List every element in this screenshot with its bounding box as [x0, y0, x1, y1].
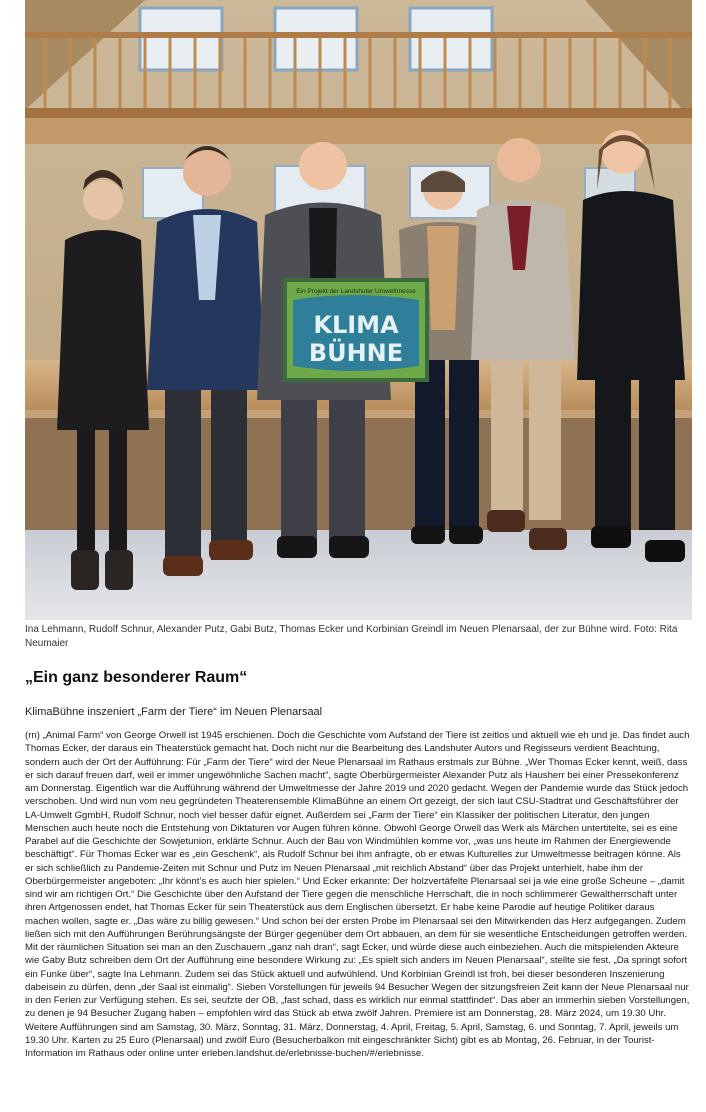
- klimabuehne-sign: [283, 278, 429, 382]
- sign-line2: BÜHNE: [308, 339, 404, 367]
- article-subhead: KlimaBühne inszeniert „Farm der Tiere“ im Neuen Plenarsaal: [25, 706, 323, 718]
- photo-illustration: [25, 0, 692, 620]
- sign-top-text: Ein Projekt der Landshuter Umweltmesse: [296, 288, 416, 295]
- article-photo: [25, 0, 692, 620]
- sign-line1: KLIMA: [313, 311, 399, 339]
- article-body: (rn) „Animal Farm“ von George Orwell ist 1945 erschienen. Doch die Geschichte vom Aufstand der Tiere ist zeitlos und aktuell wie eh und je. Das findet auch Thomas Ecker, der daraus ein Theaterstück gemacht hat. Doch nicht nur die Bearbeitung des Landshuter Autors und Regisseurs verdient Beachtung, sondern auch der Ort der Aufführung: Für „Farm der Tiere“ wird der Neue Plenarsaal im Rathaus erstmals zur Bühne. „Wer Thomas Ecker kennt, weiß, dass er sich darauf freuen darf, weil er immer ungewöhnliche Sachen macht“, sagte Oberbürgermeister Alexander Putz als Hausherr bei einer Pressekonferenz am Donnerstag. Eigentlich war die Aufführung während der Umweltmesse der Jahre 2019 und 2020 gedacht. Wegen der Pandemie wurde das Stück jedoch verschoben. Und wird nun vom neu gegründeten Theaterensemble KlimaBühne an einem Ort gezeigt, der sich laut CSU-Stadtrat und Geschäftsführer der LA-Umwelt GgmbH, Rudolf Schnur, noch viel besser dafür eignet. Außerdem sei „Farm der Tiere“ ein Klassiker der politischen Literatur, den jungen Menschen auch heute noch die Entstehung von Diktaturen vor Augen führen könne. Obwohl George Orwell das Werk als Märchen untertitelte, sei es eine Parabel auf die Geschichte der Sowjetunion, erklärte Schnur. Auch der Bau von Windmühlen komme vor, „was uns heute im Rahmen der Energiewende beschäftigt“. Für Thomas Ecker war es „ein Geschenk“, als Rudolf Schnur bei ihm anfragte, ob er etwas Kulturelles zur Umweltmesse beitragen könne. Als er sich schließlich zu Pandemie-Zeiten mit Schnur und Putz im Neuen Plenarsaal „mit reichlich Abstand“ über das Projekt unterhielt, habe ihm der Oberbürgermeister angeboten: „Ihr könnt’s es auch hier spielen.“ Und Ecker erkannte: Der holzvertäfelte Plenarsaal sei ja wie eine große Scheune – „damit sind wir am richtigen Ort.“ Die Geschichte über den Aufstand der Tiere gegen die menschliche Herrschaft, die in noch schlimmerer Gewaltherrschaft unter ihren Artgenossen endet, hat Thomas Ecker für sein Theaterstück aus dem Englischen übersetzt. Er habe keine Parodie auf heutige Politiker daraus machen wollen, sagte er. „Das wäre zu billig gewesen.“ Und schon bei der ersten Probe im Plenarsaal sei den Mitwirkenden das Herz aufgegangen. Zudem ließen sich mit den Aufführungen Berührungsängste der Bürger gegenüber dem Ort abbauen, an dem für sie wesentliche Entscheidungen getroffen werden. Mit der räumlichen Situation sei man an den Zuschauern „ganz nah dran“, sagt Ecker, und würde diese auch einbeziehen. Auch die mitspielenden Akteure wie Gaby Butz schreiben dem Ort der Aufführung eine besondere Wirkung zu: „Es spielt sich anders im Neuen Plenarsaal“, stellte sie fest. „Da springt sofort ein Funke über“, sagte Ina Lehmann. Zudem sei das Stück aktuell und aufwühlend. Und Korbinian Greindl ist froh, bei dieser besonderen Inszenierung dabeisein zu dürfen, denn „der Saal ist einmalig“. Sieben Vorstellungen für jeweils 94 Besucher Wegen der sitzungsfreien Zeit kann der Neue Plenarsaal nur in den Ferien zur Verfügung stehen. Es sei, seufzte der OB, „fast schad, dass es wirklich nur einmal stattfindet“. Das aber an immerhin sieben Vorstellungen, zu denen je 94 Besucher Zugang haben – empfohlen wird das Stück ab etwa zwölf Jahren. Premiere ist am Donnerstag, 28. März 2024, um 19.30 Uhr. Weitere Aufführungen sind am Samstag, 30. März, Sonntag, 31. März, Donnerstag, 4. April, Freitag, 5. April, Samstag, 6. und Sonntag, 7. April, jeweils um 19.30 Uhr. Karten zu 25 Euro (Plenarsaal) und zwölf Euro (Besucherbalkon mit eingeschränkter Sicht) gibt es ab Montag, 26. Februar, in der Tourist-Information im Rathaus oder online unter erleben.landshut.de/erlebnisse-buchen/#/erlebnisse.: [25, 730, 690, 1059]
- photo-caption: Ina Lehmann, Rudolf Schnur, Alexander Putz, Gabi Butz, Thomas Ecker und Korbinian Greindl im Neuen Plenarsaal, der zur Bühne wird. Foto: Rita Neumaier: [25, 624, 678, 649]
- article-headline: „Ein ganz besonderer Raum“: [25, 669, 248, 686]
